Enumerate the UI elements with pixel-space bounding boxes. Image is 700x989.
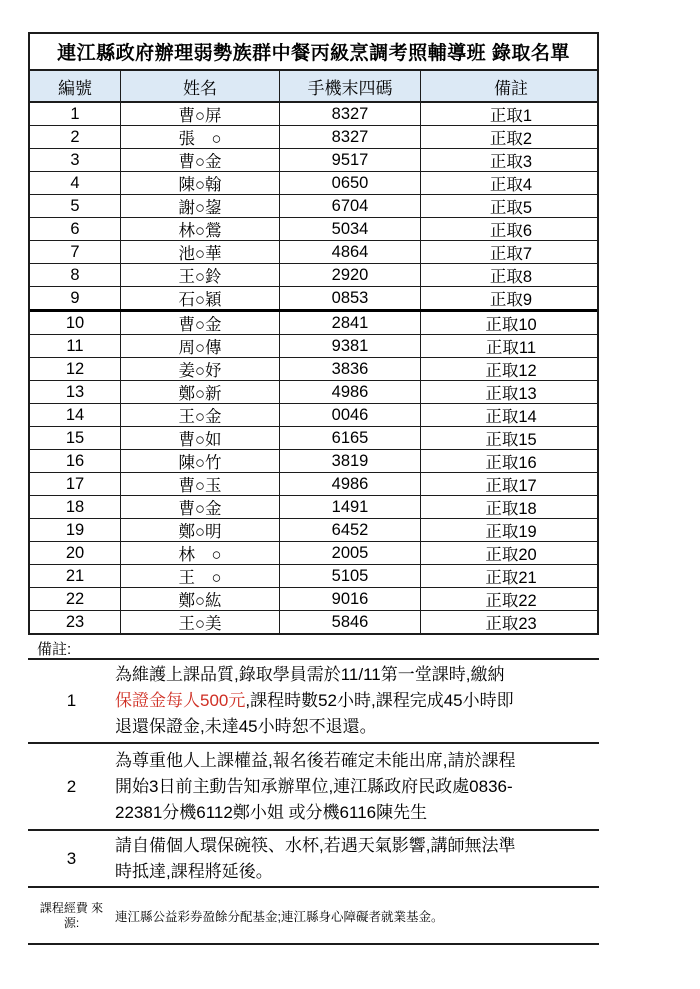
remark-cell: 正取7 xyxy=(420,241,601,263)
row-number-cell: 12 xyxy=(65,359,85,378)
note-segment: 為維護上課品質,錄取學員需於11/11第一堂課時,繳納 xyxy=(115,665,505,684)
table-row xyxy=(30,542,597,565)
funding-source-label-line1: 課程經費 來 xyxy=(39,900,104,915)
remark-cell: 正取1 xyxy=(420,103,601,125)
table-row xyxy=(30,427,597,450)
remark-cell: 正取16 xyxy=(420,450,601,472)
phone-cell: 9016 xyxy=(279,588,420,610)
remark-cell: 正取3 xyxy=(420,149,601,171)
notes-label: 備註: xyxy=(37,641,72,658)
remark-cell: 正取6 xyxy=(420,218,601,240)
row-number-cell: 21 xyxy=(65,566,85,585)
row-number-cell: 5 xyxy=(70,196,80,215)
name-cell: 張 ○ xyxy=(120,126,279,148)
remark-cell: 正取11 xyxy=(420,335,601,357)
table-row xyxy=(30,565,597,588)
row-number-cell: 22 xyxy=(65,589,85,608)
row-number-cell: 8 xyxy=(70,265,80,284)
remark-cell: 正取5 xyxy=(420,195,601,217)
note-line xyxy=(115,688,599,714)
table-row xyxy=(30,381,597,404)
remark-cell: 正取2 xyxy=(420,126,601,148)
table-row xyxy=(30,103,597,126)
phone-cell: 4986 xyxy=(279,473,420,495)
table-row xyxy=(30,241,597,264)
table-row xyxy=(30,218,597,241)
remark-cell: 正取19 xyxy=(420,519,601,541)
phone-cell: 5105 xyxy=(279,565,420,587)
phone-cell: 8327 xyxy=(279,126,420,148)
name-cell: 曹○屏 xyxy=(120,103,279,125)
table-row xyxy=(30,404,597,427)
row-number-cell: 23 xyxy=(65,612,85,631)
table-row xyxy=(30,496,597,519)
table-row xyxy=(30,195,597,218)
funding-source-row xyxy=(28,888,599,945)
remark-cell: 正取17 xyxy=(420,473,601,495)
name-cell: 曹○金 xyxy=(120,312,279,334)
name-cell: 石○穎 xyxy=(120,287,279,309)
table-row xyxy=(30,358,597,381)
phone-cell: 4986 xyxy=(279,381,420,403)
note-segment: 請自備個人環保碗筷、水杯,若遇天氣影響,講師無法準 xyxy=(115,835,516,855)
name-cell: 池○華 xyxy=(120,241,279,263)
phone-cell: 8327 xyxy=(279,103,420,125)
admission-list-document xyxy=(28,32,599,945)
row-number-cell: 6 xyxy=(70,219,80,238)
note-number: 3 xyxy=(66,848,77,868)
row-number-cell: 15 xyxy=(65,428,85,447)
note-number: 1 xyxy=(66,691,77,710)
name-cell: 曹○金 xyxy=(120,149,279,171)
row-number-cell: 7 xyxy=(70,242,80,261)
table-row xyxy=(30,287,597,312)
name-cell: 林○鶯 xyxy=(120,218,279,240)
name-cell: 鄭○明 xyxy=(120,519,279,541)
name-cell: 王○鈴 xyxy=(120,264,279,286)
remark-cell: 正取21 xyxy=(420,565,601,587)
document-title: 連江縣政府辦理弱勢族群中餐丙級烹調考照輔導班 錄取名單 xyxy=(30,34,597,71)
funding-source-label-line2: 源: xyxy=(63,915,80,930)
notes-body xyxy=(28,660,599,888)
table-row xyxy=(30,264,597,287)
remark-cell: 正取15 xyxy=(420,427,601,449)
note-text xyxy=(115,831,599,886)
row-number-cell: 17 xyxy=(65,474,85,493)
phone-cell: 0650 xyxy=(279,172,420,194)
note-segment: 22381分機6112鄭小姐 或分機6116陳先生 xyxy=(115,802,428,822)
table-body xyxy=(30,103,597,633)
name-cell: 曹○如 xyxy=(120,427,279,449)
name-cell: 謝○鋆 xyxy=(120,195,279,217)
note-segment: 時抵達,課程將延後。 xyxy=(115,861,273,881)
name-cell: 陳○竹 xyxy=(120,450,279,472)
note-line xyxy=(115,800,599,826)
column-header-remark: 備註 xyxy=(420,71,601,101)
remark-cell: 正取18 xyxy=(420,496,601,518)
name-cell: 陳○翰 xyxy=(120,172,279,194)
phone-cell: 0853 xyxy=(279,287,420,309)
row-number-cell: 4 xyxy=(70,173,80,192)
phone-cell: 9381 xyxy=(279,335,420,357)
row-number-cell: 3 xyxy=(70,150,80,169)
row-number-cell: 13 xyxy=(65,382,85,401)
row-number-cell: 2 xyxy=(70,127,80,146)
row-number-cell: 14 xyxy=(65,405,85,424)
remark-cell: 正取23 xyxy=(420,611,601,633)
name-cell: 王○金 xyxy=(120,404,279,426)
note-line xyxy=(115,662,599,688)
remark-cell: 正取13 xyxy=(420,381,601,403)
row-number-cell: 10 xyxy=(65,313,85,332)
row-number-cell: 20 xyxy=(65,543,85,562)
row-number-cell: 18 xyxy=(65,497,85,516)
phone-cell: 1491 xyxy=(279,496,420,518)
phone-cell: 3836 xyxy=(279,358,420,380)
phone-cell: 2841 xyxy=(279,312,420,334)
note-item xyxy=(28,660,599,744)
table-row xyxy=(30,312,597,335)
note-number: 2 xyxy=(66,776,77,796)
name-cell: 姜○妤 xyxy=(120,358,279,380)
note-line xyxy=(115,774,599,800)
name-cell: 曹○金 xyxy=(120,496,279,518)
note-text xyxy=(115,744,599,829)
table-row xyxy=(30,473,597,496)
phone-cell: 3819 xyxy=(279,450,420,472)
name-cell: 王 ○ xyxy=(120,565,279,587)
name-cell: 曹○玉 xyxy=(120,473,279,495)
phone-cell: 0046 xyxy=(279,404,420,426)
funding-source-text: 連江縣公益彩券盈餘分配基金;連江縣身心障礙者就業基金。 xyxy=(115,909,444,924)
funding-source-label xyxy=(28,888,115,943)
phone-cell: 6452 xyxy=(279,519,420,541)
phone-cell: 6704 xyxy=(279,195,420,217)
name-cell: 周○傳 xyxy=(120,335,279,357)
name-cell: 林 ○ xyxy=(120,542,279,564)
remark-cell: 正取4 xyxy=(420,172,601,194)
table-row xyxy=(30,126,597,149)
name-cell: 王○美 xyxy=(120,611,279,633)
table-header-row xyxy=(30,71,597,103)
note-segment: 退還保證金,未達45小時恕不退還。 xyxy=(115,717,377,736)
phone-cell: 9517 xyxy=(279,149,420,171)
table-row xyxy=(30,335,597,358)
column-header-name: 姓名 xyxy=(120,71,279,101)
table-row xyxy=(30,519,597,542)
note-text xyxy=(115,660,599,742)
note-item xyxy=(28,744,599,831)
note-segment: 開始3日前主動告知承辦單位,連江縣政府民政處0836- xyxy=(115,776,513,796)
remark-cell: 正取14 xyxy=(420,404,601,426)
row-number-cell: 11 xyxy=(66,336,84,355)
table-row xyxy=(30,588,597,611)
remark-cell: 正取9 xyxy=(420,287,601,309)
note-line xyxy=(115,714,599,740)
row-number-cell: 9 xyxy=(70,288,80,307)
notes-table xyxy=(28,658,599,945)
column-header-phone-last4: 手機末四碼 xyxy=(279,71,420,101)
note-line xyxy=(115,859,599,885)
name-cell: 鄭○新 xyxy=(120,381,279,403)
admission-table xyxy=(28,32,599,635)
note-segment: ,課程時數52小時,課程完成45小時即 xyxy=(245,691,514,710)
remark-cell: 正取8 xyxy=(420,264,601,286)
phone-cell: 6165 xyxy=(279,427,420,449)
name-cell: 鄭○紘 xyxy=(120,588,279,610)
table-row xyxy=(30,611,597,633)
note-item xyxy=(28,831,599,888)
note-line xyxy=(115,833,599,859)
deposit-highlight: 保證金每人500元 xyxy=(115,691,246,710)
remark-cell: 正取20 xyxy=(420,542,601,564)
note-segment: 為尊重他人上課權益,報名後若確定未能出席,請於課程 xyxy=(115,750,516,770)
column-header-number: 編號 xyxy=(58,78,92,98)
phone-cell: 5034 xyxy=(279,218,420,240)
note-line xyxy=(115,748,599,774)
remark-cell: 正取12 xyxy=(420,358,601,380)
row-number-cell: 1 xyxy=(70,104,80,123)
phone-cell: 2920 xyxy=(279,264,420,286)
phone-cell: 5846 xyxy=(279,611,420,633)
remark-cell: 正取22 xyxy=(420,588,601,610)
row-number-cell: 16 xyxy=(65,451,85,470)
remark-cell: 正取10 xyxy=(420,312,601,334)
table-row xyxy=(30,172,597,195)
phone-cell: 4864 xyxy=(279,241,420,263)
table-row xyxy=(30,450,597,473)
phone-cell: 2005 xyxy=(279,542,420,564)
table-row xyxy=(30,149,597,172)
row-number-cell: 19 xyxy=(65,520,85,539)
